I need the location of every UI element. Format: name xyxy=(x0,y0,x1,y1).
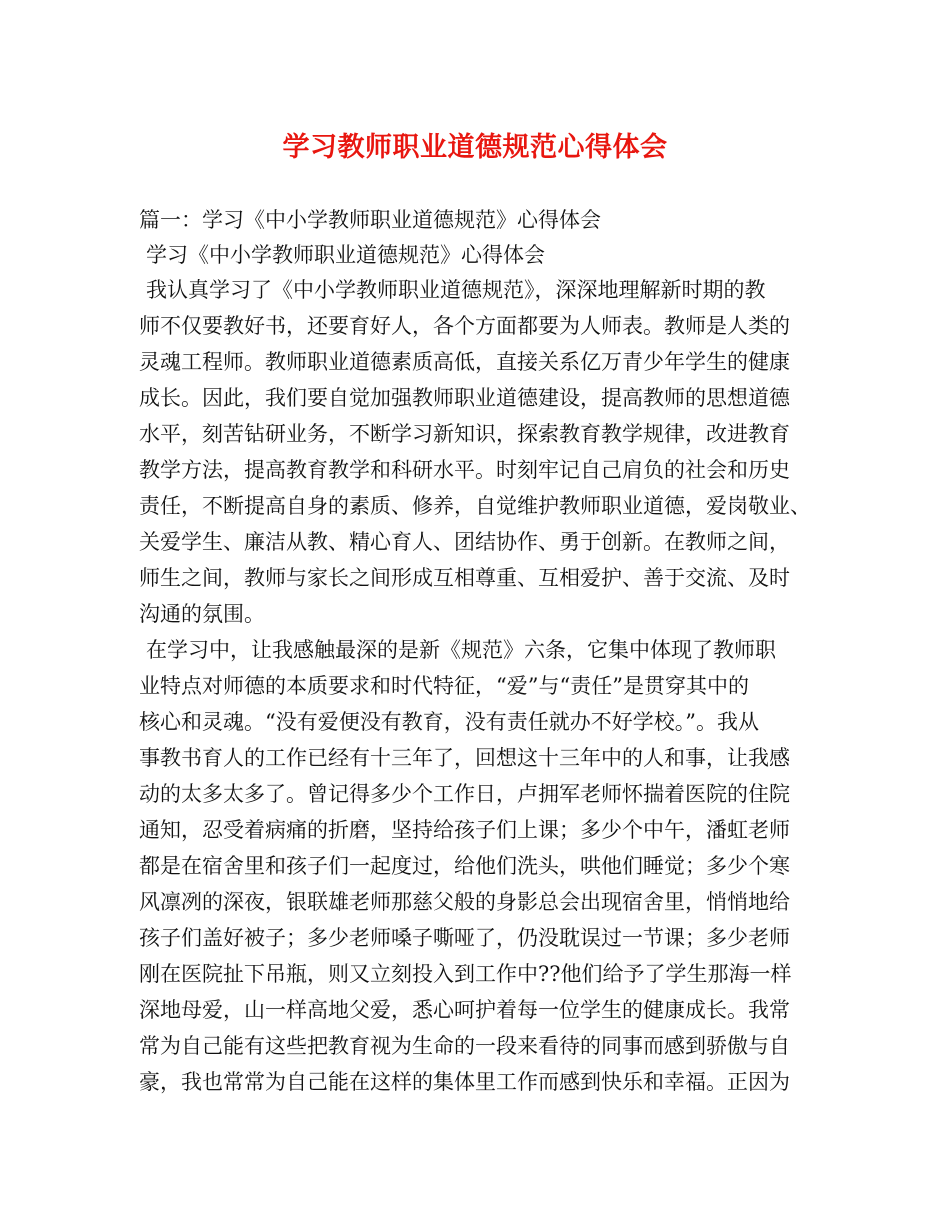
text-line: 事教书育人的工作已经有十三年了，回想这十三年中的人和事，让我感 xyxy=(139,746,790,770)
text-line: 风凛冽的深夜，银联雄老师那慈父般的身影总会出现宿舍里，悄悄地给 xyxy=(139,890,790,914)
text-line: 篇一：学习《中小学教师职业道德规范》心得体会 xyxy=(139,208,601,232)
text-line: 在学习中，让我感触最深的是新《规范》六条，它集中体现了教师职 xyxy=(146,638,776,662)
text-line: 灵魂工程师。教师职业道德素质高低，直接关系亿万青少年学生的健康 xyxy=(139,350,790,374)
text-line: 教学方法，提高教育教学和科研水平。时刻牢记自己肩负的社会和历史 xyxy=(139,458,790,482)
text-line: 都是在宿舍里和孩子们一起度过，给他们洗头，哄他们睡觉；多少个寒 xyxy=(139,854,790,878)
text-line: 孩子们盖好被子；多少老师嗓子嘶哑了，仍没耽误过一节课；多少老师 xyxy=(139,926,790,950)
text-line: 师不仅要教好书，还要育好人，各个方面都要为人师表。教师是人类的 xyxy=(139,314,790,338)
text-line: 深地母爱，山一样高地父爱，悉心呵护着每一位学生的健康成长。我常 xyxy=(139,998,790,1022)
text-line: 业特点对师德的本质要求和时代特征，“爱”与“责任”是贯穿其中的 xyxy=(139,674,749,698)
text-line: 刚在医院扯下吊瓶，则又立刻投入到工作中??他们给予了学生那海一样 xyxy=(139,962,792,986)
text-line: 师生之间，教师与家长之间形成互相尊重、互相爱护、善于交流、及时 xyxy=(139,566,790,590)
text-line: 通知，忍受着病痛的折磨，坚持给孩子们上课；多少个中午，潘虹老师 xyxy=(139,818,790,842)
text-line: 水平，刻苦钻研业务，不断学习新知识，探索教育教学规律，改进教育 xyxy=(139,422,790,446)
text-line: 动的太多太多了。曾记得多少个工作日，卢拥军老师怀揣着医院的住院 xyxy=(139,782,790,806)
text-line: 学习《中小学教师职业道德规范》心得体会 xyxy=(146,243,545,267)
text-line: 责任，不断提高自身的素质、修养，自觉维护教师职业道德，爱岗敬业、 xyxy=(139,494,811,518)
text-line: 豪，我也常常为自己能在这样的集体里工作而感到快乐和幸福。正因为 xyxy=(139,1070,790,1094)
text-line: 核心和灵魂。“没有爱便没有教育，没有责任就办不好学校。”。我从 xyxy=(139,710,759,734)
text-line: 我认真学习了《中小学教师职业道德规范》，深深地理解新时期的教 xyxy=(146,278,766,302)
text-line: 成长。因此，我们要自觉加强教师职业道德建设，提高教师的思想道德 xyxy=(139,386,790,410)
text-line: 关爱学生、廉洁从教、精心育人、团结协作、勇于创新。在教师之间， xyxy=(139,530,790,554)
text-line: 常为自己能有这些把教育视为生命的一段来看待的同事而感到骄傲与自 xyxy=(139,1034,790,1058)
document-title: 学习教师职业道德规范心得体会 xyxy=(282,132,668,163)
text-line: 沟通的氛围。 xyxy=(139,602,265,626)
